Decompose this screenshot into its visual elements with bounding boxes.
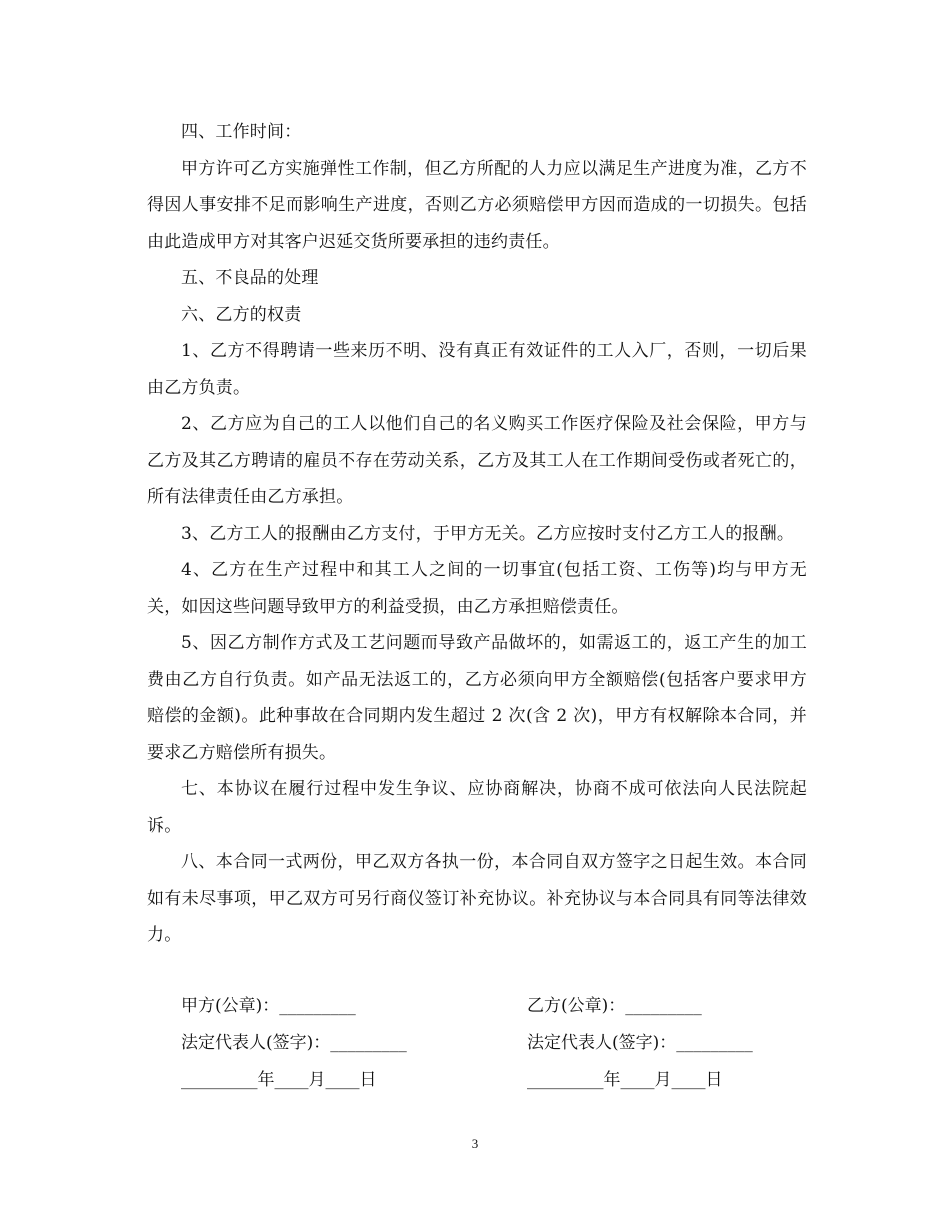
signature-row-seal (147, 988, 807, 1025)
party-a-seal-field: 甲方(公章)：_________ (181, 996, 356, 1016)
clause-1: 1、乙方不得聘请一些来历不明、没有真正有效证件的工人入厂，否则，一切后果由乙方负责。 (147, 341, 807, 398)
clause-4: 4、乙方在生产过程中和其工人之间的一切事宜(包括工资、工伤等)均与甲方无关，如因这些问题导致甲方的利益受损，由乙方承担赔偿责任。 (147, 560, 807, 617)
document-body (147, 114, 807, 954)
signature-row-representative (147, 1025, 807, 1062)
party-b-representative-field: 法定代表人(签字)：_________ (527, 1033, 753, 1053)
paragraph-work-time: 甲方许可乙方实施弹性工作制，但乙方所配的人力应以满足生产进度为准，乙方不得因人事安排不足而影响生产进度，否则乙方必须赔偿甲方因而造成的一切损失。包括由此造成甲方对其客户迟延交货所要承担的违约责任。 (147, 158, 807, 252)
clause-3: 3、乙方工人的报酬由乙方支付，于甲方无关。乙方应按时支付乙方工人的报酬。 (181, 523, 795, 544)
clause-5: 5、因乙方制作方式及工艺问题而导致产品做坏的，如需返工的，返工产生的加工费由乙方自行负责。如产品无法返工的，乙方必须向甲方全额赔偿(包括客户要求甲方赔偿的金额)。此种事故在合同期内发生超过 2 次(含 2 次)，甲方有权解除本合同，并要求乙方赔偿所有损失。 (147, 633, 807, 763)
party-a-representative-field: 法定代表人(签字)：_________ (181, 1033, 407, 1053)
party-b-date-field: _________年____月____日 (527, 1070, 723, 1090)
signature-row-date (147, 1062, 807, 1099)
section-contract-copies: 八、本合同一式两份，甲乙双方各执一份，本合同自双方签字之日起生效。本合同如有未尽事项，甲乙双方可另行商仪签订补充协议。补充协议与本合同具有同等法律效力。 (147, 852, 807, 945)
page-number: 3 (471, 1136, 479, 1151)
party-a-date-field: _________年____月____日 (181, 1070, 377, 1090)
section-heading-party-b-rights: 六、乙方的权责 (181, 304, 302, 325)
party-b-seal-field: 乙方(公章)：_________ (527, 996, 702, 1016)
signature-block (147, 988, 807, 1099)
clause-2: 2、乙方应为自己的工人以他们自己的名义购买工作医疗保险及社会保险，甲方与乙方及其乙方聘请的雇员不存在劳动关系，乙方及其工人在工作期间受伤或者死亡的，所有法律责任由乙方承担。 (147, 414, 807, 507)
section-heading-defective-products: 五、不良品的处理 (181, 268, 319, 288)
section-dispute-resolution: 七、本协议在履行过程中发生争议、应协商解决，协商不成可依法向人民法院起诉。 (147, 779, 807, 836)
section-heading-work-time: 四、工作时间： (181, 122, 302, 142)
